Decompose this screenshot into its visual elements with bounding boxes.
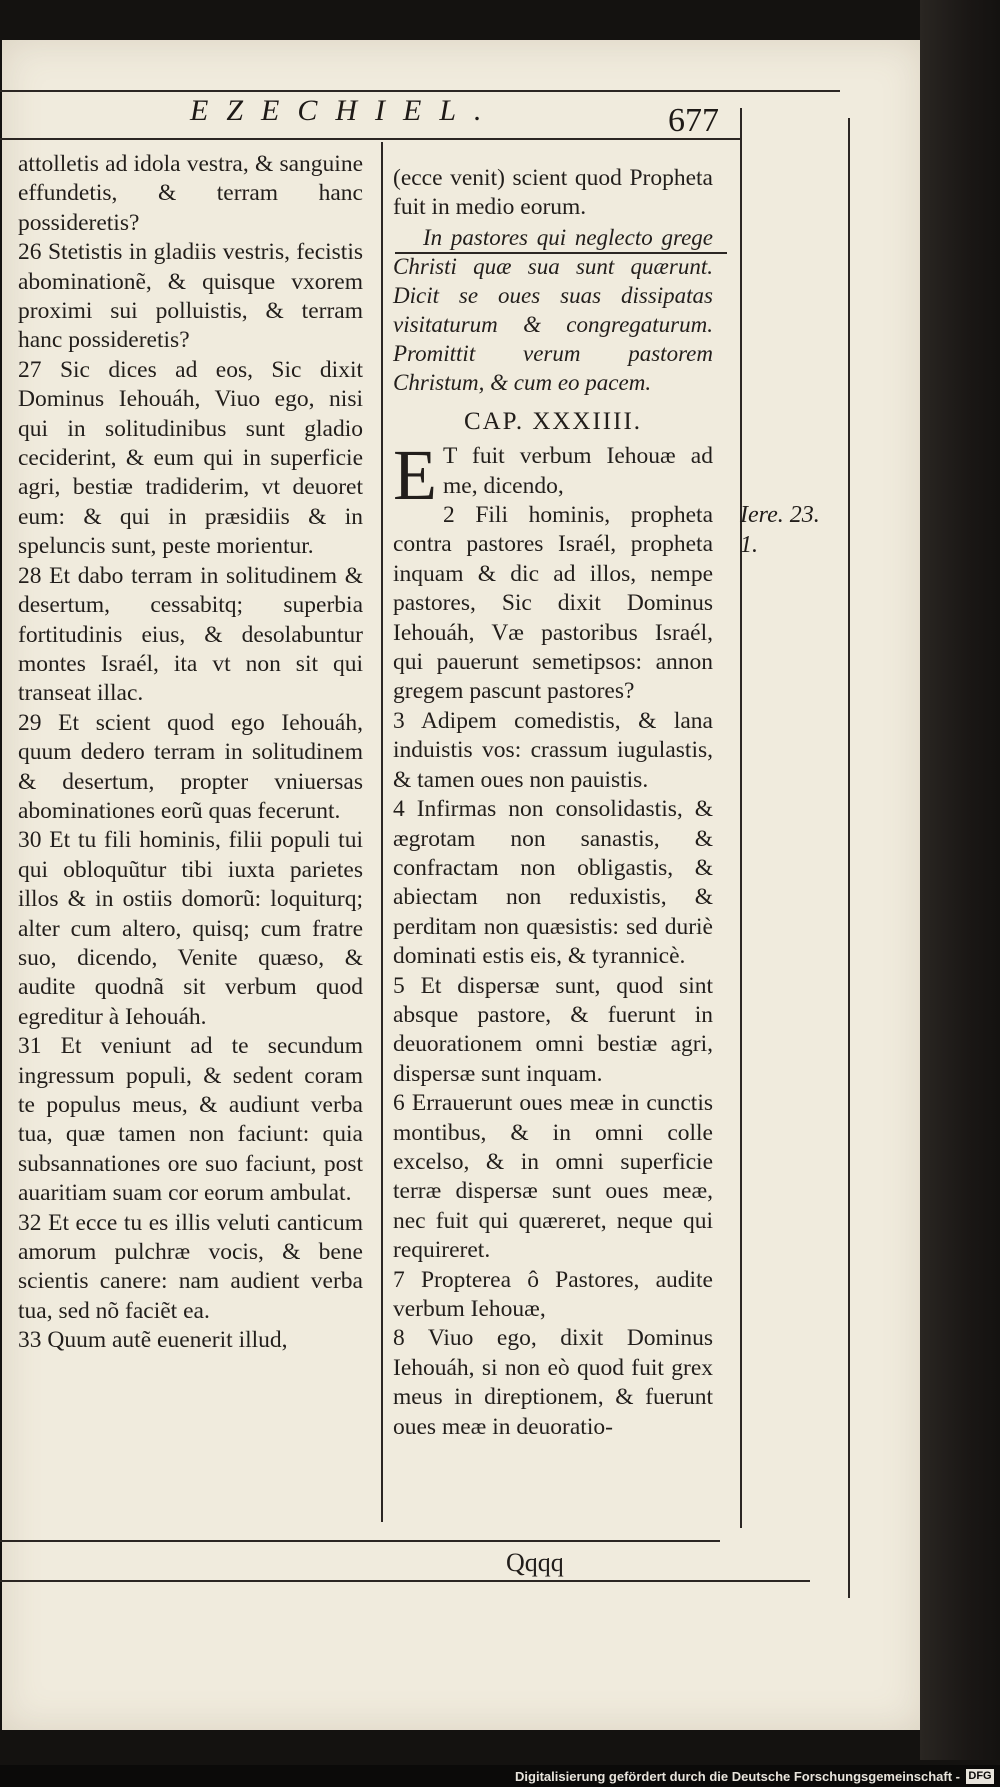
verse-text: 32 Et ecce tu es illis veluti canticum amorum pulchræ vocis, & bene scientis canere: nam audient verba tua, sed nõ faciẽt ea. (18, 1209, 363, 1324)
verse-text: 30 Et tu fili hominis, filii populi tui qui obloquũtur tibi iuxta parietes illos & in ostiis domorũ: loquiturq; alter cum altero, quisq; cum fratre suo, dicendo, Venite quæso, & audite quodnã sit verbum quod egreditur à Iehouáh. (18, 827, 363, 1030)
verse-text: 2 Fili hominis, propheta contra pastores Israél, propheta inquam & dic ad illos, nempe pastores, Sic dixit Dominus Iehouáh, Væ pastoribus Israél, qui pauerunt semetipsos: annon gregem pascunt pastores? (393, 502, 713, 705)
footer-rule-lower (0, 1580, 810, 1582)
footer-credit: Digitalisierung gefördert durch die Deutsche Forschungsgemeinschaft - (515, 1769, 960, 1784)
verse-continuation: (ecce venit) scient quod Propheta fuit in medio eorum. (393, 165, 713, 221)
right-column (393, 164, 713, 1442)
page-number: 677 (668, 102, 719, 139)
book-spine-shadow (920, 0, 1000, 1760)
right-frame-rule (740, 108, 742, 1528)
header-rule (0, 90, 840, 92)
verse-text: 28 Et dabo terram in solitudinem & desertum, cessabitq; superbia fortitudinis eius, & desolabuntur montes Israél, ita vt non sit qui transeat illac. (18, 562, 363, 707)
margin-reference (740, 500, 820, 560)
verse-text: 31 Et veniunt ad te secundum ingressum populi, & sedent coram te populus meus, & audiunt verba tua, quæ tamen non faciunt: quia subsannationes ore suo faciunt, post auaritiam suam cor eorum ambulat. (18, 1033, 363, 1207)
verse-text: 26 Stetistis in gladiis vestris, fecistis abominationẽ, & quisque vxorem proximi sui polluistis, & terram hanc possideretis? (18, 239, 363, 354)
running-head: EZECHIEL. (190, 94, 500, 127)
verse-text: 7 Propterea ô Pastores, audite verbum Iehouæ, (393, 1266, 713, 1322)
verse-text: attolletis ad idola vestra, & sanguine effundetis, & terram hanc possideretis? (18, 151, 363, 236)
footer-rule (0, 1540, 720, 1542)
verse-text: 4 Infirmas non consolidastis, & ægrotam non sanastis, & confractam non obligastis, & abiectam non reduxistis, & perditam non quæsistis: sed duriè dominati estis eis, & tyrannicè. (393, 796, 713, 970)
verse-text: 33 Quum autẽ euenerit illud, (18, 1327, 288, 1354)
header-rule-lower (0, 138, 740, 140)
margin-reference-verse: 1. (740, 532, 758, 558)
left-column (18, 150, 363, 1356)
verse-text: 27 Sic dices ad eos, Sic dixit Dominus Iehouáh, Viuo ego, nisi qui in solitudinibus sunt gladio ceciderint, & eum qui in superficie agri, bestiæ tradiderim, vt deuoret eum: & qui in præsidiis & in speluncis sunt, peste morientur. (18, 356, 363, 560)
outer-frame-rule (848, 118, 850, 1598)
digitization-footer (0, 1765, 1000, 1787)
verse-text: 8 Viuo ego, dixit Dominus Iehouáh, si non eò quod fuit grex meus in direptionem, & fuerunt oues meæ in deuoratio- (393, 1325, 713, 1440)
verse-text: 5 Et dispersæ sunt, quod sint absque pastore, & fuerunt in deuorationem omni bestiæ agri, dispersæ sunt inquam. (393, 972, 713, 1087)
verse-text: 3 Adipem comedistis, & lana induistis vos: crassum iugulastis, & tamen oues non pauistis. (393, 707, 713, 793)
verse-text: 29 Et scient quod ego Iehouáh, quum dedero terram in solitudinem & desertum, propter vniuersas abominationes eorũ quas fecerunt. (18, 709, 363, 824)
signature-mark: Qqqq (506, 1548, 564, 1577)
chapter-summary: In pastores qui neglecto grege Christi quæ sua sunt quærunt. Dicit se oues suas dissipatas visitaturum & congregaturum. Promittit verum pastorem Christum, & cum eo pacem. (393, 224, 713, 395)
margin-reference-book: Iere. 23. (740, 502, 820, 528)
verse-text (393, 435, 713, 516)
column-divider (381, 142, 383, 1522)
dfg-logo-icon: DFG (966, 1769, 994, 1784)
chapter-heading: CAP. XXXIIII. (463, 407, 643, 435)
verse-text-body: T fuit verbum Iehouæ ad me, dicendo, (442, 443, 713, 499)
drop-cap: E (393, 435, 437, 516)
verse-text: 6 Errauerunt oues meæ in cunctis montibus, & in omni colle excelso, & in omni superficie terræ dispersæ sunt oues meæ, nec fuit qui quæreret, neque qui requireret. (393, 1090, 713, 1264)
